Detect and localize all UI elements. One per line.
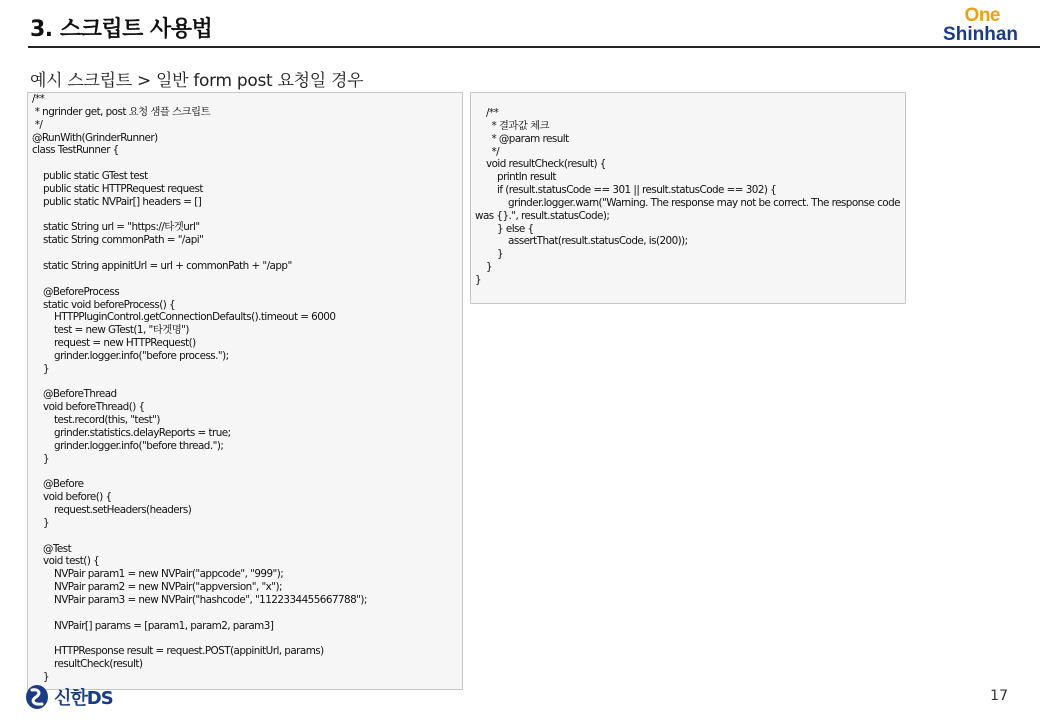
logo-one-text: One [964,5,1000,26]
code-block-result-check: /** * 결과값 체크 * @param result */ void resultCheck(result) { println result if (result.statusCode == 301 || result.statusCode == 302) { grinder.logger.warn("Warning. The response may not be correct. The response code was {}.", result.statusCode); } else { assertThat(result.statusCode, is(200)); } } } [470,92,906,304]
logo-shinhan-text: Shinhan [943,24,1018,45]
code-block-test-runner: /** * ngrinder get, post 요청 샘플 스크립트 */ @RunWith(GrinderRunner) class TestRunner { public static GTest test public static HTTPRequest request public static NVPair[] headers = [] static String url = "https://타겟url" static String commonPath = "/api" static String appinitUrl = url + commonPath + "/app" @BeforeProcess static void beforeProcess() { HTTPPluginControl.getConnectionDefaults().timeout = 6000 test = new GTest(1, "타겟명") request = new HTTPRequest() grinder.logger.info("before process."); } @BeforeThread void beforeThread() { test.record(this, "test") grinder.statistics.delayReports = true; grinder.logger.info("before thread."); } @Before void before() { request.setHeaders(headers) } @Test void test() { NVPair param1 = new NVPair("appcode", "999"); NVPair param2 = new NVPair("appversion", "x"); NVPair param3 = new NVPair("hashcode", "1122334455667788"); NVPair[] params = [param1, param2, param3] HTTPResponse result = request.POST(appinitUrl, params) resultCheck(result) } [27,92,463,690]
page-number: 17 [990,688,1008,704]
page-title: 3. 스크립트 사용법 [30,17,213,42]
footer-logo-text: 신한DS [54,688,113,709]
shinhan-emblem-icon [24,684,50,710]
title-divider [28,46,1040,48]
footer-logo [24,684,113,710]
brand-logo [943,6,1018,44]
section-subtitle: 예시 스크립트 > 일반 form post 요청일 경우 [30,71,364,91]
